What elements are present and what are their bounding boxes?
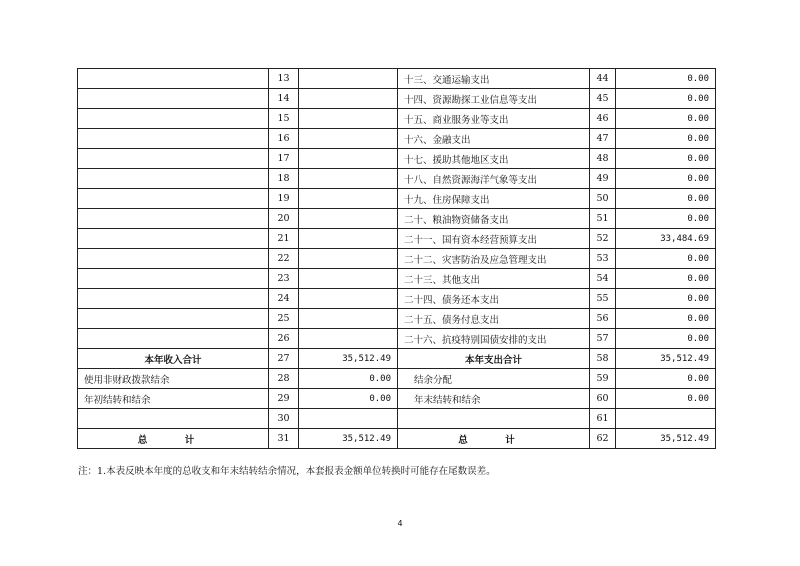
right-amount-cell: 0.00: [616, 109, 716, 129]
left-line-number-cell: 15: [269, 109, 299, 129]
left-line-number-cell: 29: [269, 389, 299, 409]
left-line-number-cell: 23: [269, 269, 299, 289]
right-amount-cell: 0.00: [616, 309, 716, 329]
table-row: [78, 249, 716, 269]
right-amount-cell: 0.00: [616, 249, 716, 269]
left-amount-cell: [299, 229, 398, 249]
left-amount-cell: [299, 69, 398, 89]
left-line-number-cell: 26: [269, 329, 299, 349]
right-line-number-cell: 46: [590, 109, 616, 129]
table-row: [78, 189, 716, 209]
left-amount-cell: 0.00: [299, 369, 398, 389]
left-item-cell: [78, 69, 269, 89]
right-item-cell: 二十五、债务付息支出: [398, 309, 590, 329]
right-item-cell: 二十一、国有资本经营预算支出: [398, 229, 590, 249]
right-item-cell: 十六、金融支出: [398, 129, 590, 149]
left-item-cell: [78, 169, 269, 189]
left-line-number-cell: 22: [269, 249, 299, 269]
left-item-cell: 总 计: [78, 429, 269, 449]
right-item-cell: 年末结转和结余: [398, 389, 590, 409]
left-line-number-cell: 27: [269, 349, 299, 369]
right-item-cell: 十八、自然资源海洋气象等支出: [398, 169, 590, 189]
table-row: [78, 349, 716, 369]
budget-table: [77, 68, 716, 449]
left-amount-cell: [299, 269, 398, 289]
table-row: [78, 409, 716, 429]
left-amount-cell: [299, 329, 398, 349]
right-amount-cell: 0.00: [616, 69, 716, 89]
left-amount-cell: [299, 109, 398, 129]
left-item-cell: [78, 209, 269, 229]
right-line-number-cell: 60: [590, 389, 616, 409]
left-amount-cell: 35,512.49: [299, 349, 398, 369]
left-item-cell: [78, 129, 269, 149]
right-line-number-cell: 56: [590, 309, 616, 329]
table-row: [78, 269, 716, 289]
left-line-number-cell: 28: [269, 369, 299, 389]
footnote: 注：1.本表反映本年度的总收支和年末结转结余情况，本套报表金额单位转换时可能存在尾数误差。: [78, 466, 496, 477]
left-item-cell: [78, 269, 269, 289]
left-line-number-cell: 13: [269, 69, 299, 89]
left-item-cell: [78, 109, 269, 129]
left-item-cell: [78, 409, 269, 429]
right-item-cell: 结余分配: [398, 369, 590, 389]
right-line-number-cell: 51: [590, 209, 616, 229]
right-item-cell: 二十六、抗疫特别国债安排的支出: [398, 329, 590, 349]
left-amount-cell: 0.00: [299, 389, 398, 409]
left-amount-cell: [299, 209, 398, 229]
right-line-number-cell: 54: [590, 269, 616, 289]
left-item-cell: 年初结转和结余: [78, 389, 269, 409]
right-line-number-cell: 62: [590, 429, 616, 449]
right-line-number-cell: 47: [590, 129, 616, 149]
left-amount-cell: [299, 409, 398, 429]
table-row: [78, 369, 716, 389]
right-line-number-cell: 52: [590, 229, 616, 249]
left-line-number-cell: 19: [269, 189, 299, 209]
right-line-number-cell: 45: [590, 89, 616, 109]
left-amount-cell: [299, 169, 398, 189]
right-item-cell: 二十二、灾害防治及应急管理支出: [398, 249, 590, 269]
right-item-cell: 二十三、其他支出: [398, 269, 590, 289]
table-row: [78, 429, 716, 449]
right-item-cell: 二十、粮油物资储备支出: [398, 209, 590, 229]
right-item-cell: 二十四、债务还本支出: [398, 289, 590, 309]
right-item-cell: 十五、商业服务业等支出: [398, 109, 590, 129]
table-row: [78, 149, 716, 169]
left-line-number-cell: 24: [269, 289, 299, 309]
right-amount-cell: 0.00: [616, 369, 716, 389]
left-amount-cell: [299, 129, 398, 149]
right-amount-cell: 0.00: [616, 189, 716, 209]
right-amount-cell: 35,512.49: [616, 349, 716, 369]
right-item-cell: 本年支出合计: [398, 349, 590, 369]
right-line-number-cell: 57: [590, 329, 616, 349]
right-line-number-cell: 58: [590, 349, 616, 369]
right-amount-cell: 0.00: [616, 269, 716, 289]
left-item-cell: 使用非财政拨款结余: [78, 369, 269, 389]
right-amount-cell: 0.00: [616, 329, 716, 349]
left-item-cell: [78, 89, 269, 109]
left-line-number-cell: 14: [269, 89, 299, 109]
left-line-number-cell: 16: [269, 129, 299, 149]
right-line-number-cell: 53: [590, 249, 616, 269]
right-amount-cell: 0.00: [616, 289, 716, 309]
table-row: [78, 129, 716, 149]
left-line-number-cell: 25: [269, 309, 299, 329]
table-row: [78, 329, 716, 349]
right-item-cell: 十四、资源勘探工业信息等支出: [398, 89, 590, 109]
table-row: [78, 229, 716, 249]
left-amount-cell: [299, 189, 398, 209]
table-row: [78, 389, 716, 409]
right-line-number-cell: 61: [590, 409, 616, 429]
right-line-number-cell: 55: [590, 289, 616, 309]
page-number: 4: [397, 519, 403, 528]
right-amount-cell: 0.00: [616, 129, 716, 149]
table-row: [78, 69, 716, 89]
right-item-cell: 十三、交通运输支出: [398, 69, 590, 89]
budget-table-body: [78, 69, 716, 449]
right-line-number-cell: 50: [590, 189, 616, 209]
left-line-number-cell: 17: [269, 149, 299, 169]
left-line-number-cell: 30: [269, 409, 299, 429]
left-item-cell: [78, 229, 269, 249]
left-item-cell: 本年收入合计: [78, 349, 269, 369]
left-amount-cell: [299, 249, 398, 269]
left-item-cell: [78, 329, 269, 349]
right-line-number-cell: 48: [590, 149, 616, 169]
right-amount-cell: [616, 409, 716, 429]
table-row: [78, 289, 716, 309]
left-item-cell: [78, 309, 269, 329]
table-row: [78, 89, 716, 109]
right-amount-cell: 0.00: [616, 149, 716, 169]
left-line-number-cell: 18: [269, 169, 299, 189]
left-amount-cell: [299, 309, 398, 329]
right-item-cell: [398, 409, 590, 429]
right-amount-cell: 33,484.69: [616, 229, 716, 249]
left-amount-cell: [299, 149, 398, 169]
right-amount-cell: 0.00: [616, 89, 716, 109]
table-row: [78, 109, 716, 129]
left-line-number-cell: 20: [269, 209, 299, 229]
table-row: [78, 309, 716, 329]
right-item-cell: 总 计: [398, 429, 590, 449]
left-item-cell: [78, 289, 269, 309]
right-amount-cell: 0.00: [616, 209, 716, 229]
right-amount-cell: 35,512.49: [616, 429, 716, 449]
right-line-number-cell: 49: [590, 169, 616, 189]
right-item-cell: 十七、援助其他地区支出: [398, 149, 590, 169]
table-row: [78, 169, 716, 189]
left-line-number-cell: 31: [269, 429, 299, 449]
right-amount-cell: 0.00: [616, 169, 716, 189]
table-row: [78, 209, 716, 229]
right-item-cell: 十九、住房保障支出: [398, 189, 590, 209]
left-amount-cell: 35,512.49: [299, 429, 398, 449]
left-item-cell: [78, 149, 269, 169]
left-amount-cell: [299, 89, 398, 109]
right-line-number-cell: 59: [590, 369, 616, 389]
left-item-cell: [78, 189, 269, 209]
left-item-cell: [78, 249, 269, 269]
right-amount-cell: 0.00: [616, 389, 716, 409]
right-line-number-cell: 44: [590, 69, 616, 89]
left-amount-cell: [299, 289, 398, 309]
left-line-number-cell: 21: [269, 229, 299, 249]
